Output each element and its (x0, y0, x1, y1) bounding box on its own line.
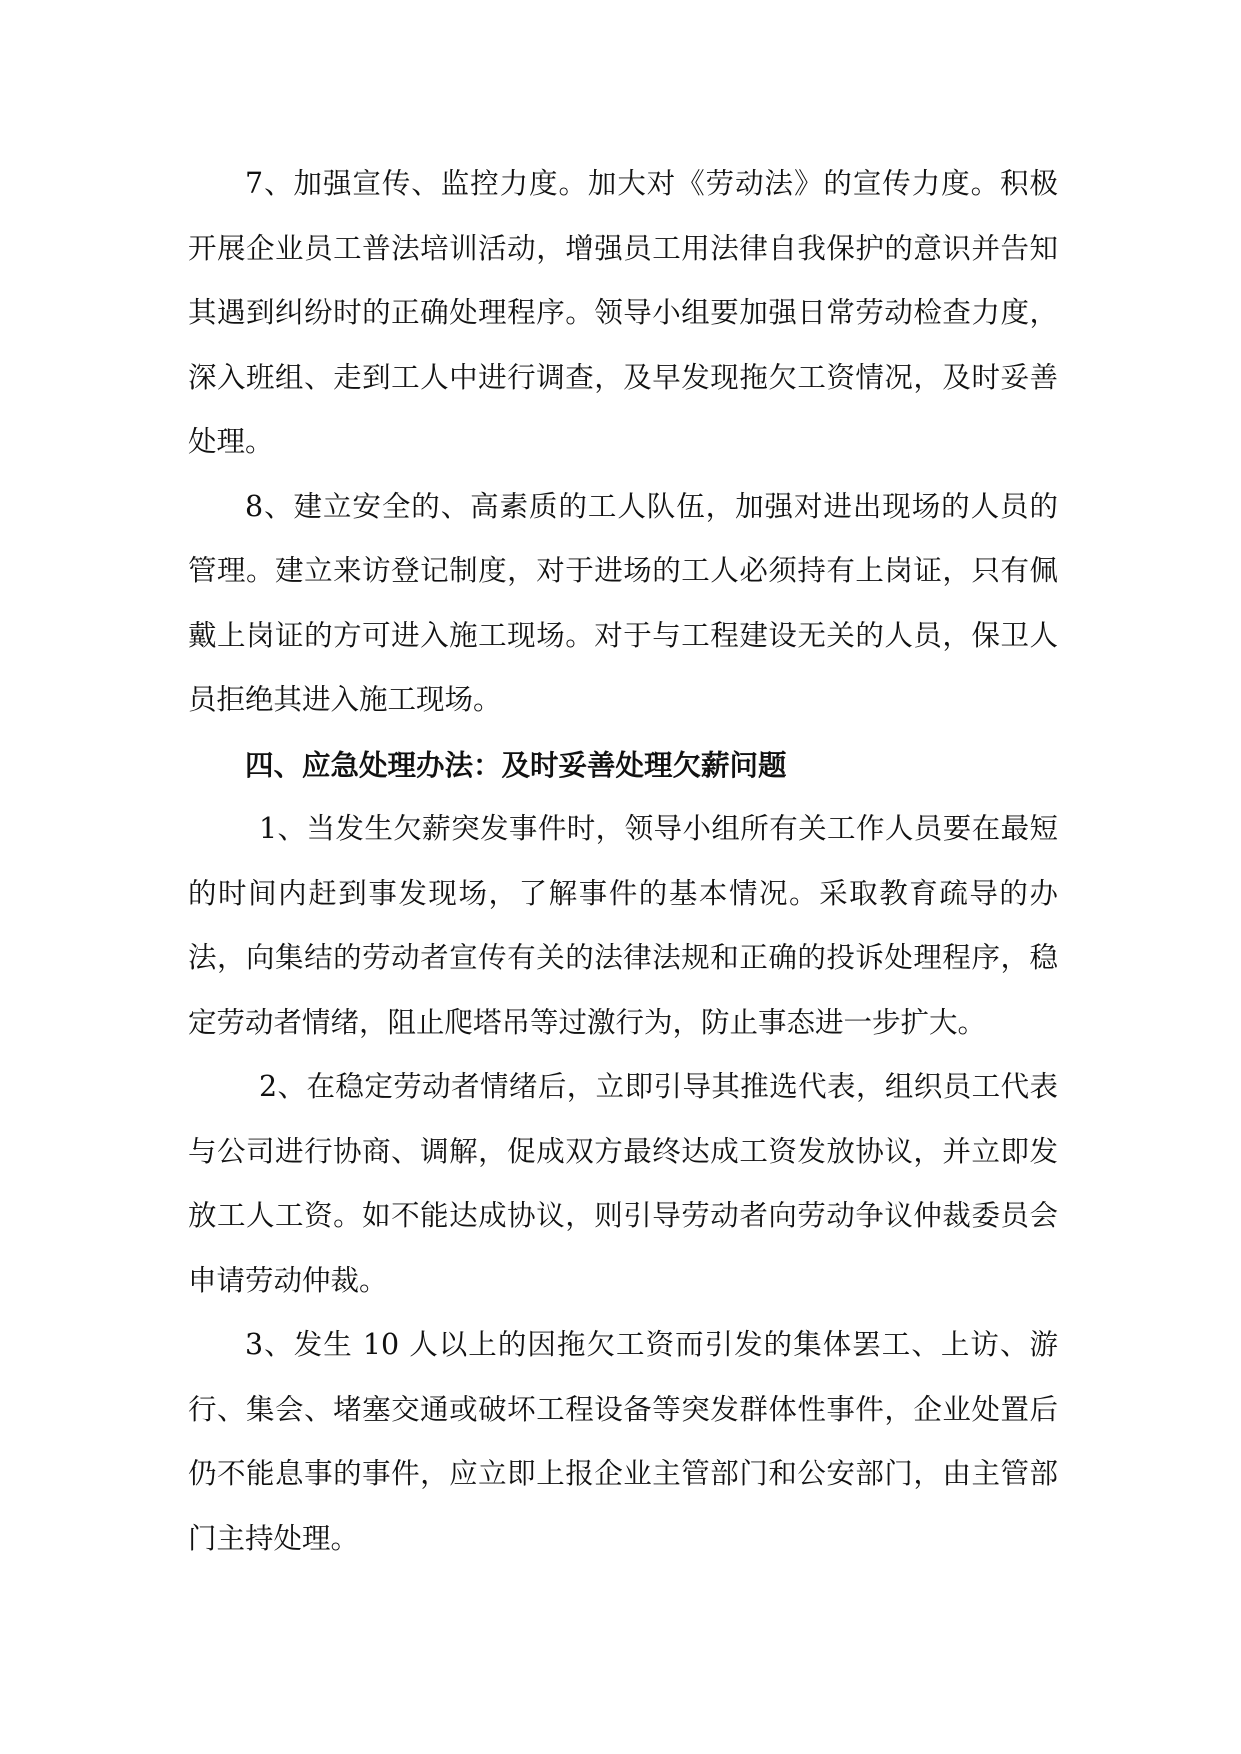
paragraph-item-2: 2、在稳定劳动者情绪后，立即引导其推选代表，组织员工代表与公司进行协商、调解，促成双方最终达成工资发放协议，并立即发放工人工资。如不能达成协议，则引导劳动者向劳动争议仲裁委员会申请劳动仲裁。 (188, 1070, 1058, 1297)
section-heading: 四、应急处理办法：及时妥善处理欠薪问题 (245, 747, 787, 782)
document-body (188, 152, 1058, 1571)
paragraph-item-1: 1、当发生欠薪突发事件时，领导小组所有关工作人员要在最短的时间内赶到事发现场，了解事件的基本情况。采取教育疏导的办法，向集结的劳动者宣传有关的法律法规和正确的投诉处理程序，稳定劳动者情绪，阻止爬塔吊等过激行为，防止事态进一步扩大。 (188, 812, 1058, 1039)
paragraph-item-3: 3、发生 10 人以上的因拖欠工资而引发的集体罢工、上访、游行、集会、堵塞交通或破坏工程设备等突发群体性事件，企业处置后仍不能息事的事件，应立即上报企业主管部门和公安部门，由主管部门主持处理。 (188, 1328, 1058, 1555)
paragraph-item-7: 7、加强宣传、监控力度。加大对《劳动法》的宣传力度。积极开展企业员工普法培训活动，增强员工用法律自我保护的意识并告知其遇到纠纷时的正确处理程序。领导小组要加强日常劳动检查力度，深入班组、走到工人中进行调查，及早发现拖欠工资情况，及时妥善处理。 (188, 167, 1058, 458)
paragraph-item-8: 8、建立安全的、高素质的工人队伍，加强对进出现场的人员的管理。建立来访登记制度，对于进场的工人必须持有上岗证，只有佩戴上岗证的方可进入施工现场。对于与工程建设无关的人员，保卫人员拒绝其进入施工现场。 (188, 489, 1058, 716)
